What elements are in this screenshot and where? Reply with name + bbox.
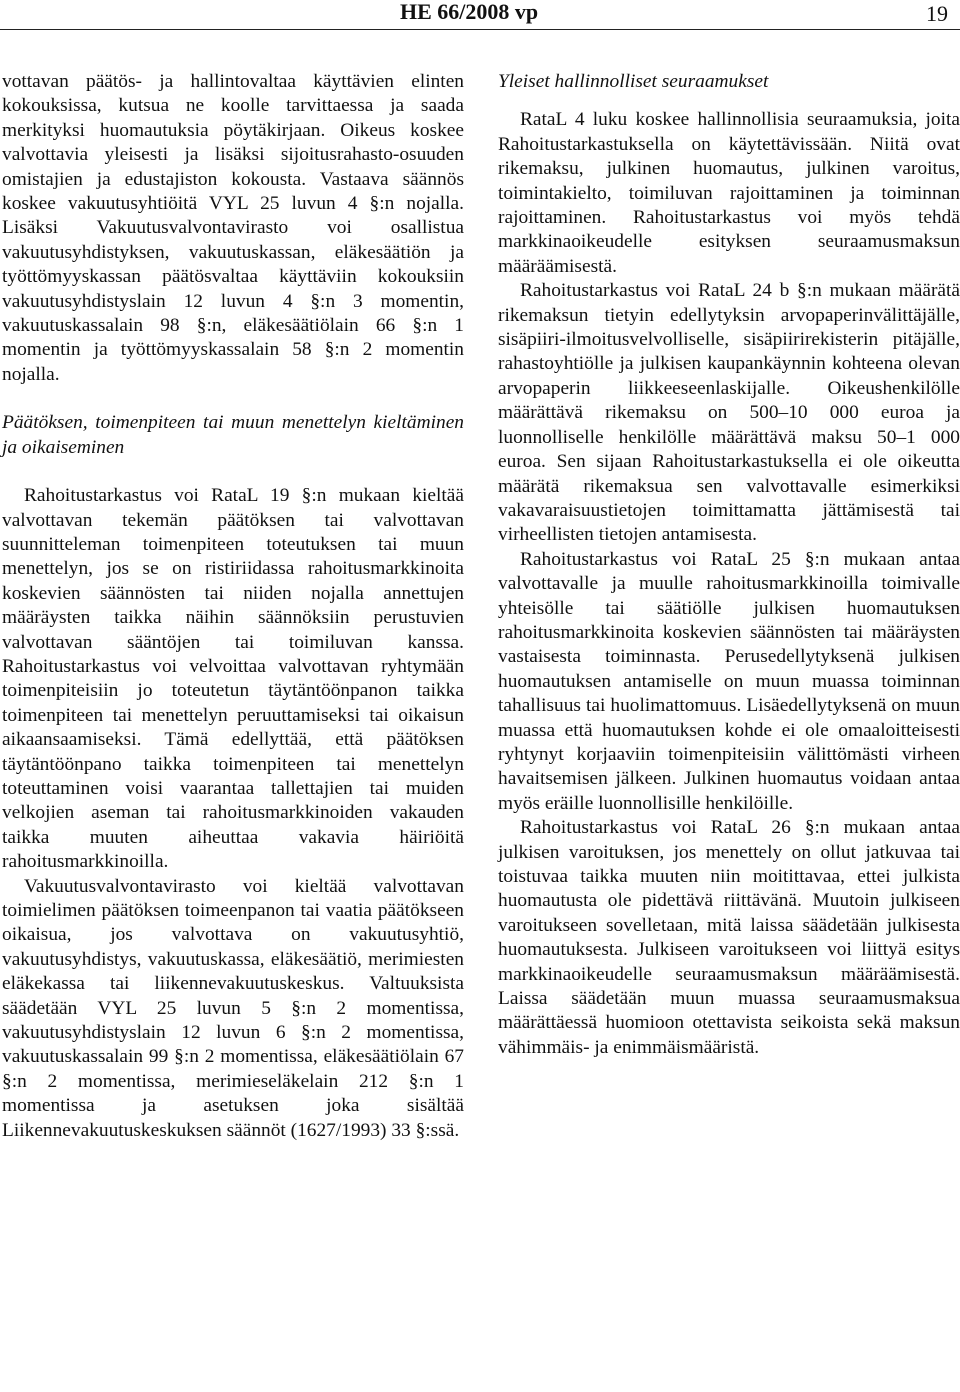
page-header xyxy=(0,0,960,30)
paragraph: Rahoitustarkastus voi RataL 19 §:n mukaan kieltää valvottavan tekemän päätöksen tai valvottavan suunnitteleman toimenpiteen toteutuksen tai muun menettelyn, jos se on ristiriidassa rahoitusmarkkinoita koskevien säännösten tai niiden nojalla annettujen määräysten taikka näihin säännöksiin perustuvien valvottavan sääntöjen tai toimiluvan kanssa. Rahoitustarkastus voi velvoittaa valvottavan ryhtymään toimenpiteisiin jo toteutetun täytäntöönpanon taikka toimenpiteen tai menettelyn peruuttamiseksi tai oikaisun aikaansaamiseksi. Tämä edellyttää, että päätöksen täytäntöönpano taikka toimenpiteen tai menettelyn toteuttaminen voisi vaarantaa tallettajien tai muiden velkojien aseman tai rahoitusmarkkinoiden vakauden taikka muuten aiheuttaa vakavia häiriöitä rahoitusmarkkinoilla. xyxy=(2,485,464,873)
left-column xyxy=(2,70,464,1143)
paragraph: Rahoitustarkastus voi RataL 26 §:n mukaan antaa julkisen varoituksen, jos menettely on ollut jatkuvaa tai toistuvaa taikka muuten niin moitittavaa, ettei julkista huomautusta ole pidettävä riittävänä. Muutoin julkiseen varoitukseen sovelletaan, mitä laissa säädetään julkisesta huomautuksesta. Julkiseen varoitukseen voi liittyä esitys markkinaoikeudelle seuraamusmaksun määräämisestä. Laissa säädetään muun muassa seuraamusmaksua määrättäessä huomioon otettavista seikoista sekä maksun vähimmäis- ja enimmäismääristä. xyxy=(498,817,960,1058)
paragraph: vottavan päätös- ja hallintovaltaa käyttävien elinten kokouksissa, kutsua ne koolle tarvittaessa ja saada merkityksi huomautuksia pöytäkirjaan. Oikeus koskee valvottavia yleisesti ja lisäksi sijoitusrahasto-osuuden omistajien ja edustajiston kokousta. Vastaava säännös koskee vakuutusyhtiöitä VYL 25 luvun 4 §:n nojalla. Lisäksi Vakuutusvalvontavirasto voi osallistua vakuutusyhdistyksen, vakuutuskassan, eläkesäätiön ja työttömyyskassan päätösvaltaa käyttäviin kokouksiin vakuutusyhdistyslain 12 luvun 4 §:n 3 momentin, vakuutuskassalain 98 §:n, eläkesäätiölain 66 §:n 1 momentin ja työttömyyskassalain 58 §:n 2 momentin nojalla. xyxy=(2,71,464,385)
section-heading: Päätöksen, toimenpiteen tai muun menettelyn kieltäminen ja oikaiseminen xyxy=(2,412,464,458)
section-heading: Yleiset hallinnolliset seuraamukset xyxy=(498,71,769,92)
paragraph: Rahoitustarkastus voi RataL 25 §:n mukaan antaa valvottavalle ja muulle rahoitusmarkkinoilla toimivalle yhteisölle tai säätiölle julkisen huomautuksen rahoitusmarkkinoita koskevien säännösten tai määräysten vastaisesta toiminnasta. Perusedellytyksenä julkisen huomautuksen antamiselle on muun muassa toiminnan tahallisuus tai huolimattomuus. Lisäedellytyksenä on muun muassa että huomautuksen kohde ei ole omaaloitteisesti ryhtynyt korjaaviin toimenpiteisiin välittömästi virheen havaitsemisen jälkeen. Julkinen huomautus voidaan antaa myös eräille luonnollisille henkilöille. xyxy=(498,548,960,814)
page-number: 19 xyxy=(926,1,948,26)
paragraph: Rahoitustarkastus voi RataL 24 b §:n mukaan määrätä rikemaksun tietyin edellytyksin arvopaperinvälittäjälle, sisäpiiri-ilmoitusvelvolliselle, sisäpiirirekisterin pitäjälle, rahastoyhtiölle ja julkisen kaupankäynnin kohteena olevan arvopaperin liikkeeseenlaskijalle. Oikeushenkilölle määrättävä rikemaksu on 500–10 000 euroa ja luonnolliselle henkilölle määrättävä maksu 50–1 000 euroa. Sen sijaan Rahoitustarkastuksella ei ole oikeutta määrätä rikemaksua sen valvottavalle esimerkiksi vakavaraisuustietojen toimittamatta jättämisestä tai virheellisten tietojen antamisesta. xyxy=(498,280,960,546)
right-column xyxy=(498,70,960,1060)
paragraph: Vakuutusvalvontavirasto voi kieltää valvottavan toimielimen päätöksen toimeenpanon tai vaatia päätökseen oikaisua, jos valvottava on vakuutusyhtiö, vakuutusyhdistys, vakuutuskassa, eläkesäätiö, merimiesten eläkekassa tai liikennevakuutuskeskus. Valtuuksista säädetään VYL 25 luvun 5 §:n 2 momentissa, vakuutusyhdistyslain 12 luvun 6 §:n 2 momentissa, vakuutuskassalain 99 §:n 2 momentissa, eläkesäätiölain 67 §:n 2 momentissa, merimieseläkelain 212 §:n 1 momentissa ja asetuksen joka sisältää Liikennevakuutuskeskuksen säännöt (1627/1993) 33 §:ssä. xyxy=(2,875,464,1141)
document-id: HE 66/2008 vp xyxy=(400,0,539,24)
paragraph: RataL 4 luku koskee hallinnollisia seuraamuksia, joita Rahoitustarkastuksella on käytettävissään. Niitä ovat rikemaksu, julkinen huomautus, julkinen varoitus, toimintakielto, toimiluvan rajoittaminen ja toiminnan rajoittaminen. Rahoitustarkastus voi myös tehdä markkinaoikeudelle esityksen seuraamusmaksun määräämisestä. xyxy=(498,109,960,277)
